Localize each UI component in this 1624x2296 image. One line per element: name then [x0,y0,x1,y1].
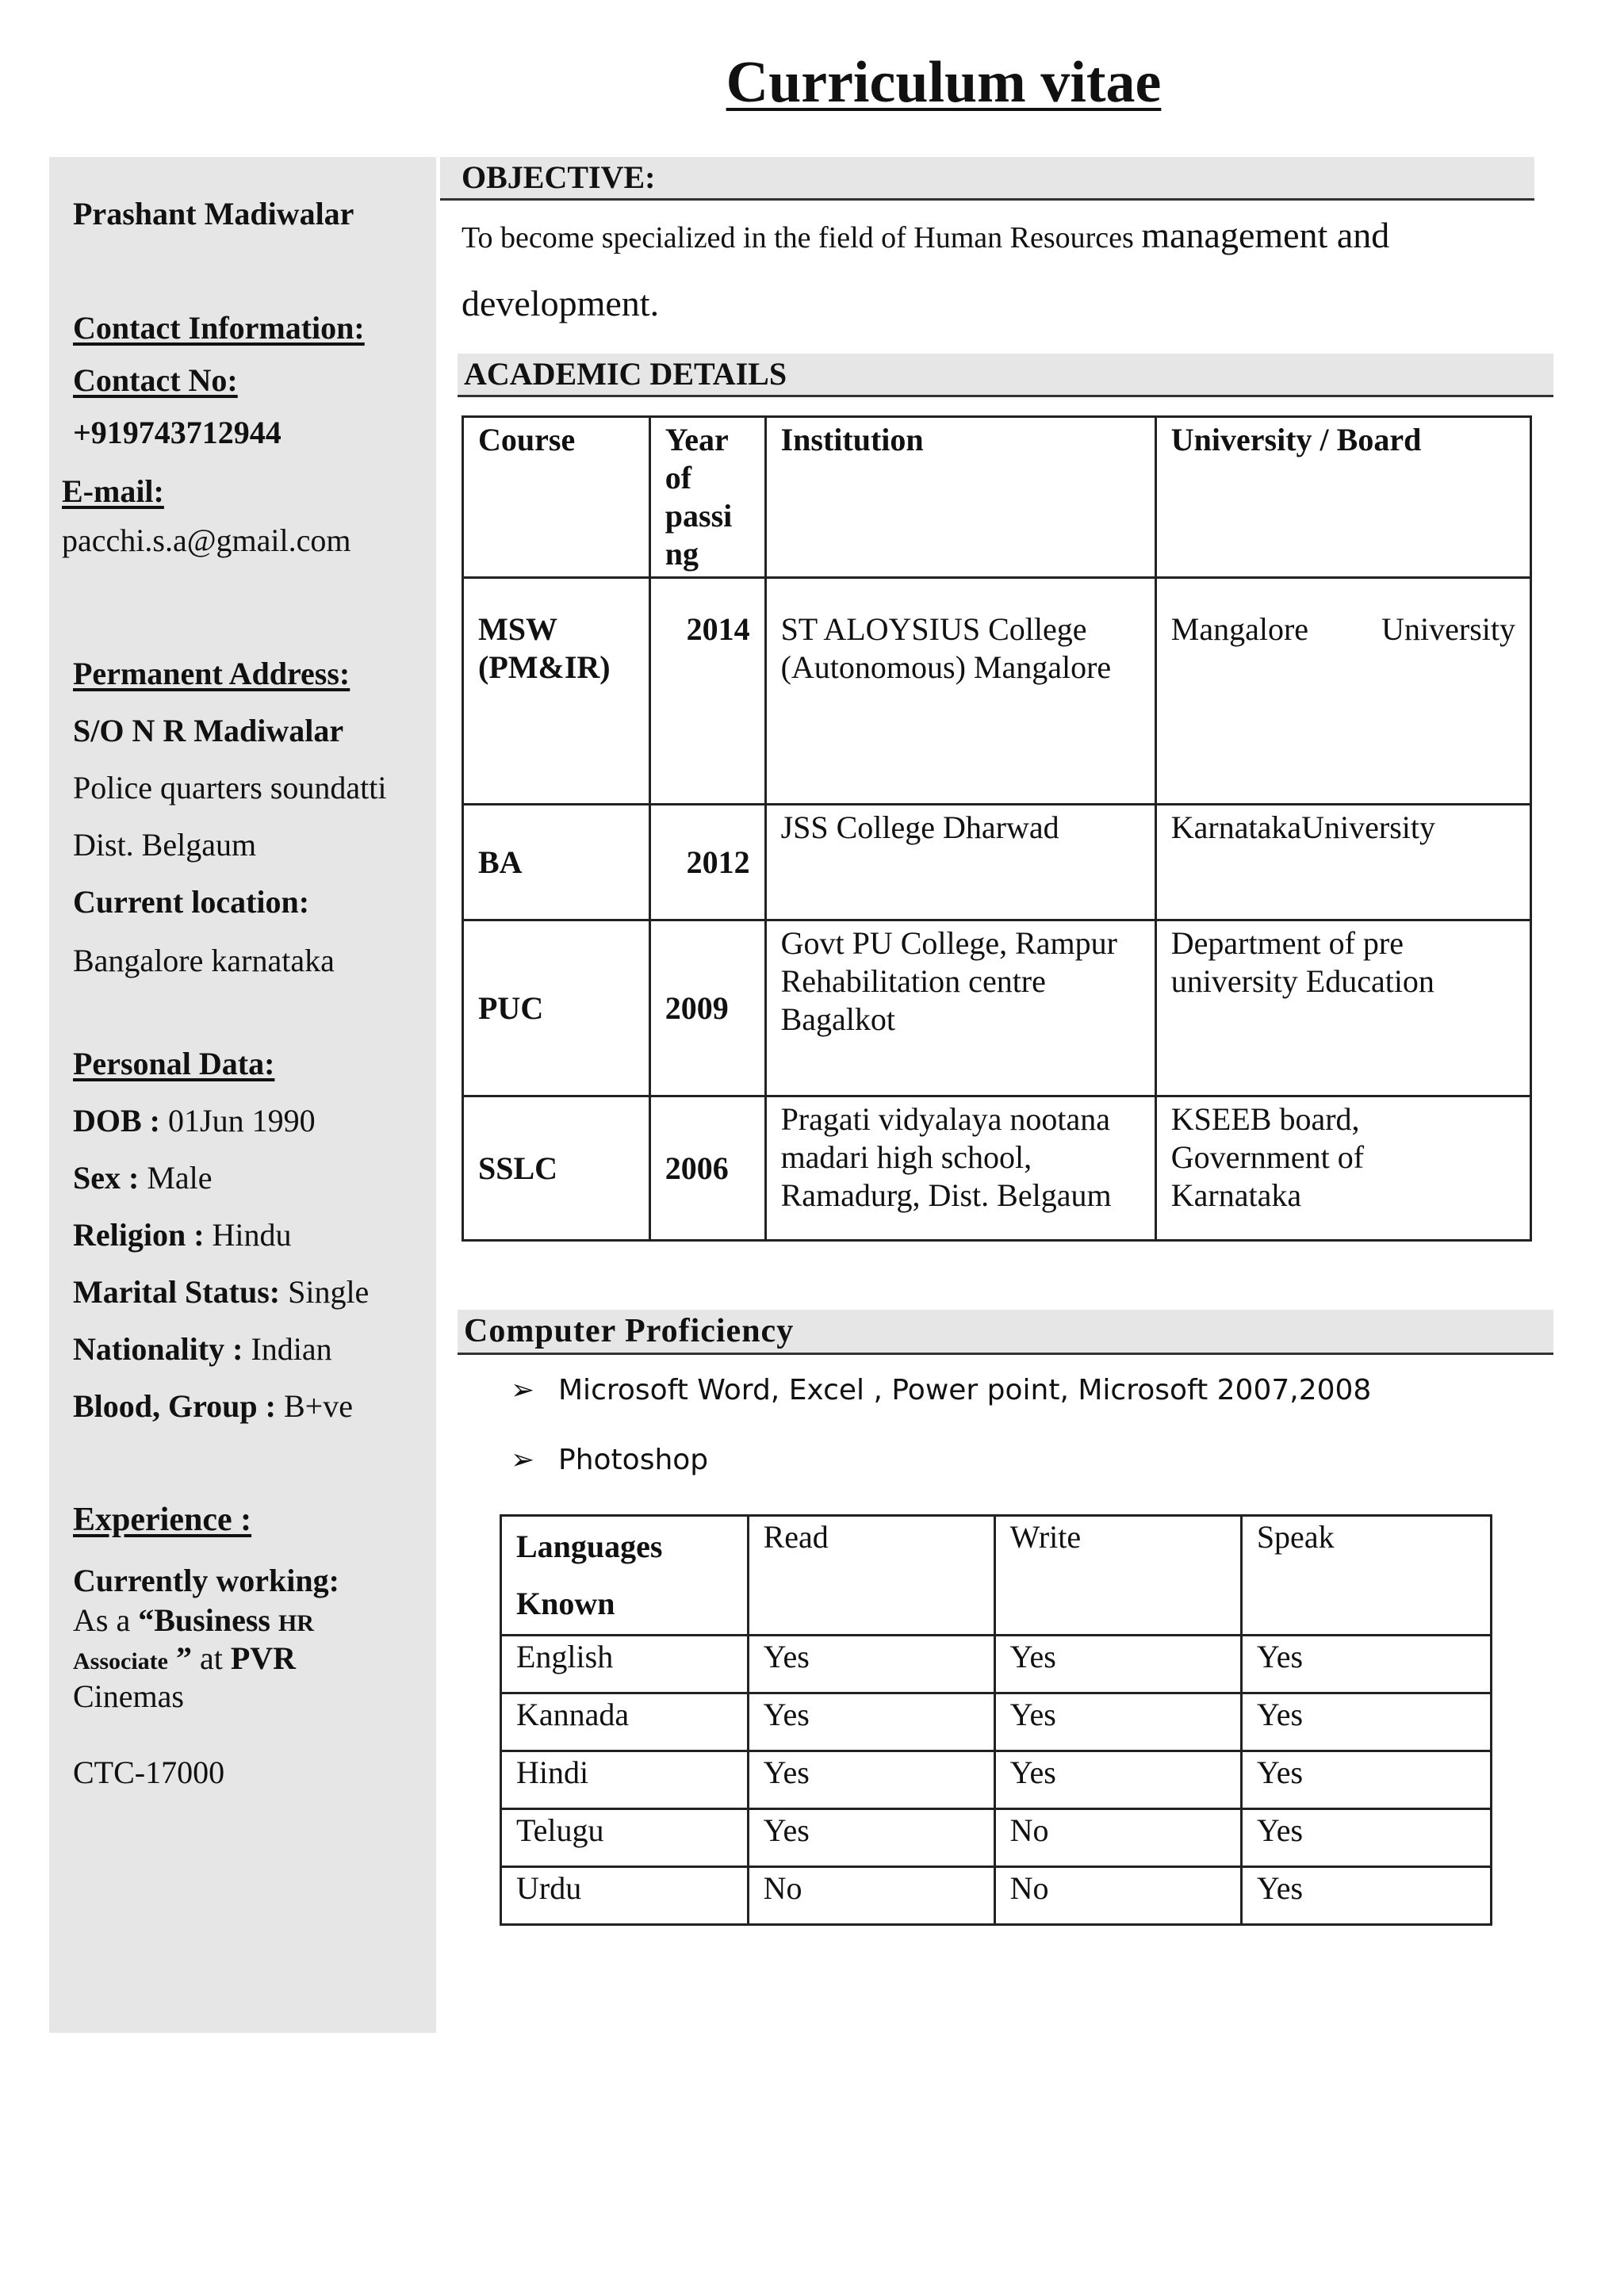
academic-row-ba [463,805,1531,920]
speak-value: Yes [1241,1636,1491,1693]
arrow-bullet-icon: ➢ [511,1444,535,1476]
role-at: at [199,1640,223,1676]
institution-cell [765,920,1155,1096]
academic-header-year [649,417,765,578]
phone-number: +919743712944 [73,415,282,450]
speak-header: Speak [1241,1516,1491,1636]
speak-value: Yes [1241,1809,1491,1867]
languages-known-header [501,1516,749,1636]
board-cell [1155,578,1530,805]
computer-item-text: Photoshop [558,1444,709,1476]
page-title: Curriculum vitae [726,50,1162,115]
speak-value: Yes [1241,1693,1491,1751]
institution-line: JSS College Dharwad [780,809,1059,845]
board-cell [1155,805,1530,920]
read-value: Yes [748,1693,994,1751]
board-line: KSEEB board, [1170,1101,1360,1137]
year-cell: 2006 [649,1096,765,1241]
board-cell [1155,920,1530,1096]
institution-line: Pragati vidyalaya nootana [780,1101,1110,1137]
language-name: Hindi [501,1751,749,1809]
write-value: No [994,1867,1241,1925]
year-cell: 2014 [649,578,765,805]
board-line: Mangalore University [1170,611,1515,647]
objective-text-line-1 [462,214,1389,256]
course-cell [463,578,650,805]
ctc-value: CTC-17000 [73,1755,225,1790]
read-header: Read [748,1516,994,1636]
course-cell: PUC [463,920,650,1096]
marital-row [73,1273,369,1311]
board-line: university Education [1170,963,1434,999]
experience-heading: Experience : [73,1502,252,1538]
role-associate: Associate [73,1648,168,1674]
language-row-telugu [501,1809,1492,1867]
header-line: Languages [516,1529,663,1564]
dob-value: 01Jun 1990 [168,1103,316,1138]
academic-header-course: Course [463,417,650,578]
objective-text-line-2: development. [462,283,660,323]
religion-value: Hindu [212,1217,292,1253]
course-cell: SSLC [463,1096,650,1241]
role-line-1 [73,1601,314,1640]
nationality-row [73,1330,332,1368]
language-row-urdu [501,1867,1492,1925]
religion-label: Religion : [73,1217,205,1253]
objective-text-b: management and [1141,215,1390,255]
currently-working: Currently working: [73,1563,339,1598]
write-value: Yes [994,1693,1241,1751]
header-line: Known [516,1586,615,1621]
year-header-line: ng [665,536,699,572]
board-cell [1155,1096,1530,1241]
academic-header-board: University / Board [1155,417,1530,578]
institution-line: ST ALOYSIUS College [780,611,1087,647]
speak-value: Yes [1241,1867,1491,1925]
year-header-line: of [665,460,692,496]
course-line: (PM&IR) [478,649,611,685]
year-header-line: passi [665,498,733,534]
marital-value: Single [288,1274,370,1310]
institution-cell [765,1096,1155,1241]
role-line-2 [73,1640,296,1678]
institution-cell [765,578,1155,805]
language-row-kannada [501,1693,1492,1751]
computer-item [511,1444,708,1476]
speak-value: Yes [1241,1751,1491,1809]
role-hr: HR [278,1610,314,1636]
academic-header-institution: Institution [765,417,1155,578]
academic-header-row [463,417,1531,578]
address-heading: Permanent Address: [73,656,350,691]
address-line-2: Police quarters soundatti [73,770,387,806]
read-value: Yes [748,1809,994,1867]
board-line: Karnataka [1170,1177,1302,1213]
personal-heading: Personal Data: [73,1046,275,1081]
write-value: Yes [994,1636,1241,1693]
institution-line: madari high school, [780,1139,1032,1175]
board-line: Government of [1170,1139,1365,1175]
language-row-hindi [501,1751,1492,1809]
write-value: No [994,1809,1241,1867]
sex-row [73,1159,213,1197]
role-close-quote: ” [175,1640,192,1676]
arrow-bullet-icon: ➢ [511,1374,535,1406]
nationality-value: Indian [251,1331,332,1367]
academic-table [462,415,1532,1242]
language-name: Urdu [501,1867,749,1925]
academic-heading: ACADEMIC DETAILS [464,356,787,392]
address-line-1: S/O N R Madiwalar [73,713,344,748]
institution-line: Bagalkot [780,1001,895,1037]
nationality-label: Nationality : [73,1331,243,1367]
language-name: Kannada [501,1693,749,1751]
year-cell: 2012 [649,805,765,920]
candidate-name: Prashant Madiwalar [73,196,354,232]
computer-heading: Computer Proficiency [464,1313,795,1349]
computer-item-text: Microsoft Word, Excel , Power point, Microsoft 2007,2008 [558,1374,1372,1406]
year-cell: 2009 [649,920,765,1096]
email-address: pacchi.s.a@gmail.com [62,522,351,558]
as-a: As a [73,1602,131,1638]
objective-text-a: To become specialized in the field of Human Resources [462,221,1134,254]
languages-table [500,1514,1492,1926]
academic-row-puc [463,920,1531,1096]
role-business: “Business [138,1602,270,1638]
address-line-3: Dist. Belgaum [73,827,257,863]
dob-row [73,1102,316,1140]
language-name: English [501,1636,749,1693]
language-name: Telugu [501,1809,749,1867]
marital-label: Marital Status: [73,1274,281,1310]
dob-label: DOB : [73,1103,160,1138]
blood-row [73,1387,353,1425]
read-value: Yes [748,1636,994,1693]
institution-line: Ramadurg, Dist. Belgaum [780,1177,1112,1213]
board-line: Department of pre [1170,925,1404,961]
course-cell: BA [463,805,650,920]
blood-label: Blood, Group : [73,1388,276,1424]
blood-value: B+ve [284,1388,353,1424]
role-pvr: PVR [230,1640,297,1676]
location-value: Bangalore karnataka [73,943,335,978]
role-cinemas: Cinemas [73,1678,184,1714]
email-label: E-mail: [62,473,164,509]
location-label: Current location: [73,884,310,920]
contact-heading: Contact Information: [73,310,365,346]
write-header: Write [994,1516,1241,1636]
sex-value: Male [147,1160,213,1196]
read-value: Yes [748,1751,994,1809]
language-row-english [501,1636,1492,1693]
year-header-line: Year [665,422,729,457]
institution-line: Rehabilitation centre [780,963,1046,999]
institution-line: Govt PU College, Rampur [780,925,1117,961]
read-value: No [748,1867,994,1925]
academic-row-msw [463,578,1531,805]
board-line: KarnatakaUniversity [1170,809,1435,845]
institution-line: (Autonomous) Mangalore [780,649,1112,685]
institution-cell [765,805,1155,920]
computer-item [511,1374,1371,1406]
objective-heading: OBJECTIVE: [462,159,656,195]
course-line: MSW [478,611,557,647]
contact-no-label: Contact No: [73,362,238,398]
write-value: Yes [994,1751,1241,1809]
religion-row [73,1216,292,1254]
languages-header-row [501,1516,1492,1636]
sex-label: Sex : [73,1160,140,1196]
academic-row-sslc [463,1096,1531,1241]
